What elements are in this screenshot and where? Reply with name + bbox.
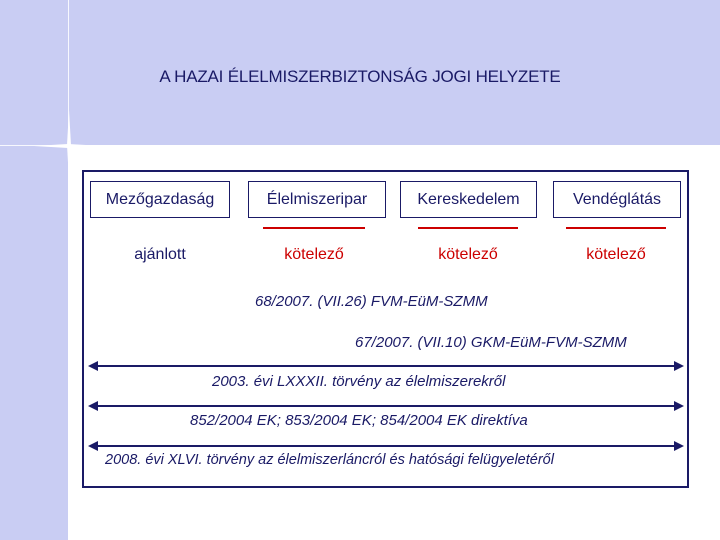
range-arrow xyxy=(88,440,684,452)
page-title: A HAZAI ÉLELMISZERBIZTONSÁG JOGI HELYZETE xyxy=(159,67,561,86)
sector-label: Élelmiszeripar xyxy=(266,190,368,208)
range-arrow xyxy=(88,400,684,412)
sparkle-vertical-icon xyxy=(66,110,72,180)
status-text-kotelezo: kötelező xyxy=(438,246,498,263)
sector-label: Kereskedelem xyxy=(417,190,520,208)
status-bar xyxy=(566,227,666,229)
status-text-kotelezo: kötelező xyxy=(586,246,646,263)
sector-box-kereskedelem xyxy=(400,181,537,218)
range-arrow xyxy=(88,360,684,372)
law-text: 852/2004 EK; 853/2004 EK; 854/2004 EK direktíva xyxy=(190,412,528,429)
law-text: 2003. évi LXXXII. törvény az élelmiszerekről xyxy=(212,373,506,390)
decor-horizontal-line xyxy=(0,145,720,146)
status-bar xyxy=(418,227,518,229)
law-text: 68/2007. (VII.26) FVM-EüM-SZMM xyxy=(255,293,488,310)
sector-box-elelmiszeripar xyxy=(248,181,386,218)
sector-box-vendeglatas xyxy=(553,181,681,218)
status-text-kotelezo: kötelező xyxy=(284,246,344,263)
status-bar xyxy=(263,227,365,229)
status-text-ajanlott: ajánlott xyxy=(134,246,186,263)
sector-label: Vendéglátás xyxy=(572,190,662,208)
sector-label: Mezőgazdaság xyxy=(105,190,215,208)
law-text: 67/2007. (VII.10) GKM-EüM-FVM-SZMM xyxy=(355,334,627,351)
law-text: 2008. évi XLVI. törvény az élelmiszerláncról és hatósági felügyeletéről xyxy=(105,452,554,468)
sector-box-mezogazdasag xyxy=(90,181,230,218)
